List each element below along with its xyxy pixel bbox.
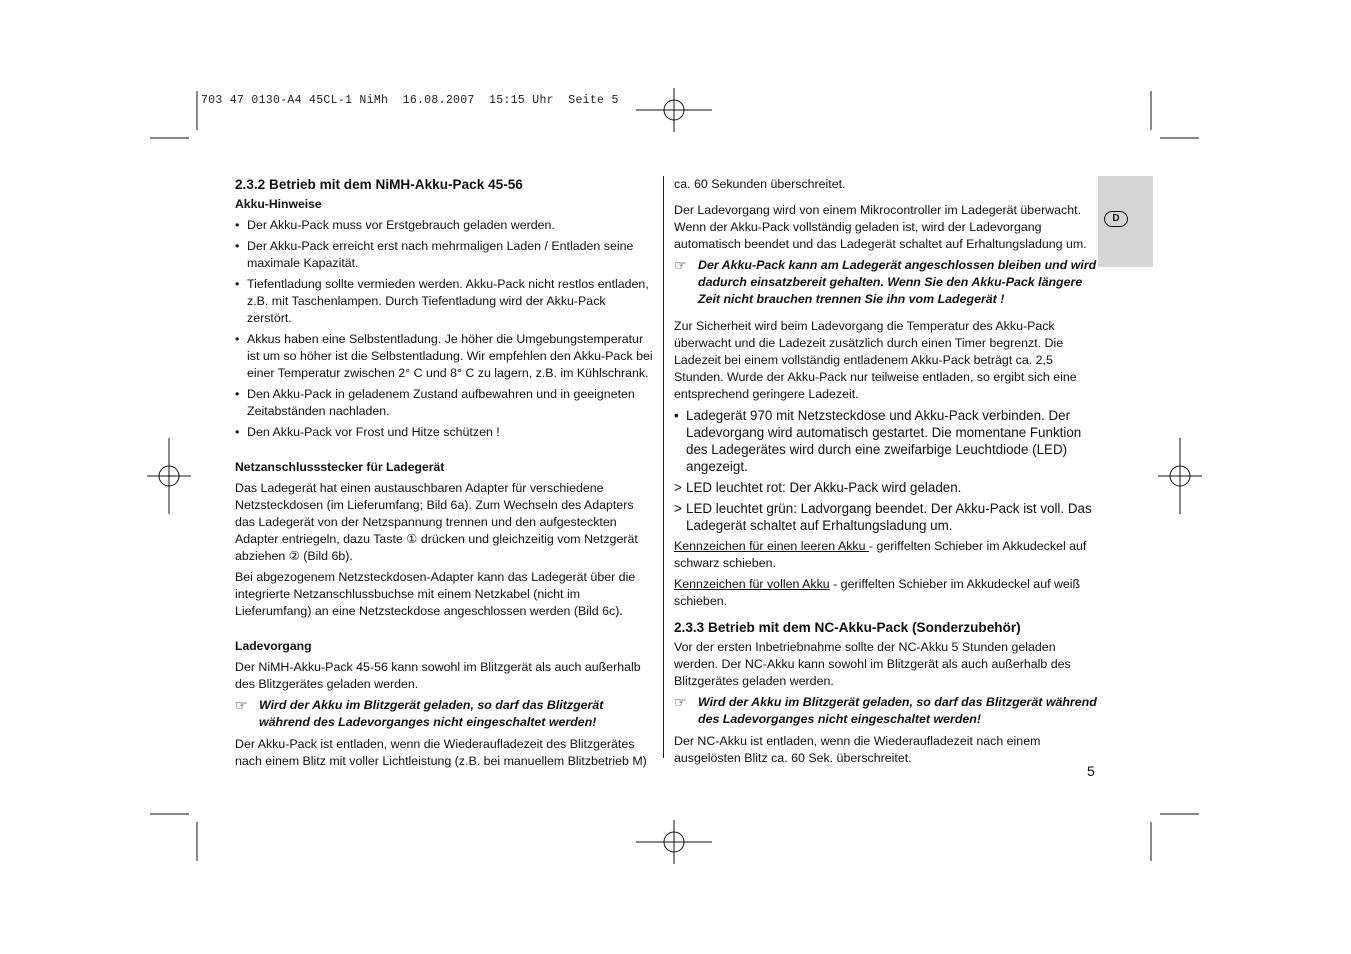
- plug-paragraph-2: Bei abgezogenem Netzsteckdosen-Adapter kann das Ladegerät über die integrierte Netzanschlussbuchse mit einem Netzkabel (nicht im Lieferumfang) an eine Netzsteckdose angeschlossen werden (Bild 6c).: [235, 570, 636, 618]
- controller-paragraph: Der Ladevorgang wird von einem Mikrocontroller im Ladegerät überwacht. Wenn der Akku-Pack vollständig geladen ist, wird der Ladevorgang automatisch beendet und das Ladegerät schaltet auf Erhaltungsladung um.: [674, 203, 1087, 251]
- list-item: • Ladegerät 970 mit Netzsteckdose und Akku-Pack verbinden. Der Ladevorgang wird automatisch gestartet. Die momentane Funktion des Ladegerätes wird durch eine zweifarbige Leuchtdiode (LED) angezeigt.: [674, 407, 1099, 475]
- procedure-list: [674, 407, 1099, 475]
- keep-connected-note-text: Der Akku-Pack kann am Ladegerät angeschlossen bleiben und wird dadurch einsatzbereit gehalten. Wenn Sie den Akku-Pack längere Zeit nicht brauchen trennen Sie ihn vom Ladegerät !: [698, 258, 1097, 306]
- page-number: 5: [1087, 763, 1095, 779]
- list-item: • Den Akku-Pack in geladenem Zustand aufbewahren und in geeigneten Zeitabständen nachladen.: [235, 386, 653, 420]
- empty-indicator-text: - geriffelten Schieber im Akkudeckel auf schwarz schieben.: [674, 539, 1087, 570]
- section-title-nc: 2.3.3 Betrieb mit dem NC-Akku-Pack (Sonderzubehör): [674, 620, 1021, 635]
- charge-note: [235, 697, 653, 731]
- right-column: [674, 176, 1099, 771]
- list-item: • Der Akku-Pack erreicht erst nach mehrmaligen Laden / Entladen seine maximale Kapazität.: [235, 238, 653, 272]
- nc-paragraph-1: Vor der ersten Inbetriebnahme sollte der NC-Akku 5 Stunden geladen werden. Der NC-Akku kann sowohl im Blitzgerät als auch außerhalb des Blitzgerätes geladen werden.: [674, 640, 1071, 688]
- left-column: [235, 176, 653, 774]
- full-indicator-paragraph: [674, 576, 1099, 610]
- nc-note: [674, 694, 1099, 728]
- section-title-nimh: 2.3.2 Betrieb mit dem NiMH-Akku-Pack 45-56: [235, 177, 523, 192]
- keep-connected-note: [674, 257, 1099, 308]
- print-header: 703 47 0130-A4 45CL-1 NiMh 16.08.2007 15:15 Uhr Seite 5: [201, 94, 619, 107]
- empty-indicator-label: Kennzeichen für einen leeren Akku: [674, 539, 869, 553]
- pointing-hand-icon: ☞: [674, 257, 687, 273]
- empty-indicator-paragraph: [674, 538, 1099, 572]
- charge-paragraph-2: Der Akku-Pack ist entladen, wenn die Wiederaufladezeit des Blitzgerätes nach einem Blitz mit voller Lichtleistung (z.B. bei manuellem Blitzbetrieb M): [235, 737, 647, 768]
- hints-list: [235, 217, 653, 441]
- charge-title: Ladevorgang: [235, 639, 312, 653]
- full-indicator-label: Kennzeichen für vollen Akku: [674, 577, 830, 591]
- list-item: • Akkus haben eine Selbstentladung. Je höher die Umgebungstemperatur ist um so höher ist die Selbstentladung. Wir empfehlen den Akku-Pack bei einer Temperatur zwischen 2° C und 8° C zu lagern, z.B. im Kühlschrank.: [235, 331, 653, 382]
- plug-paragraph-1: Das Ladegerät hat einen austauschbaren Adapter für verschiedene Netzsteckdosen (im Lieferumfang; Bild 6a). Zum Wechseln des Adapters das Ladegerät von der Netzspannung trennen und den aufgesteckten Adapter entriegeln, dazu Taste ① drücken und gleichzeitig vom Netzgerät abziehen ② (Bild 6b).: [235, 481, 638, 563]
- continued-text: ca. 60 Sekunden überschreitet.: [674, 177, 846, 191]
- column-divider: [663, 176, 664, 758]
- safety-paragraph: Zur Sicherheit wird beim Ladevorgang die Temperatur des Akku-Pack überwacht und die Ladezeit zusätzlich durch einen Timer begrenzt. Die Ladezeit bei einem vollständig entladenem Akku-Pack beträgt ca. 2,5 Stunden. Wurde der Akku-Pack nur teilweise entladen, so ergibt sich eine entsprechend geringere Ladezeit.: [674, 319, 1077, 401]
- list-item: • Tiefentladung sollte vermieden werden. Akku-Pack nicht restlos entladen, z.B. mit Taschenlampen. Durch Tiefentladung wird der Akku-Pack zerstört.: [235, 276, 653, 327]
- hints-title: Akku-Hinweise: [235, 197, 322, 211]
- led-red-item: > LED leuchtet rot: Der Akku-Pack wird geladen.: [674, 480, 962, 495]
- full-indicator-text: - geriffelten Schieber im Akkudeckel auf weiß schieben.: [674, 577, 1081, 608]
- procedure-block: [674, 407, 1099, 534]
- pointing-hand-icon: ☞: [674, 694, 687, 710]
- nc-note-text: Wird der Akku im Blitzgerät geladen, so darf das Blitzgerät während des Ladevorganges nicht eingeschaltet werden!: [698, 695, 1097, 726]
- language-tab: [1098, 176, 1153, 267]
- led-green-item: > LED leuchtet grün: Ladvorgang beendet. Der Akku-Pack ist voll. Das Ladegerät schaltet auf Erhaltungsladung um.: [674, 501, 1092, 533]
- charge-note-text: Wird der Akku im Blitzgerät geladen, so darf das Blitzgerät während des Ladevorganges nicht eingeschaltet werden!: [259, 698, 604, 729]
- nc-paragraph-2: Der NC-Akku ist entladen, wenn die Wiederaufladezeit nach einem ausgelösten Blitz ca. 60 Sek. überschreitet.: [674, 734, 1041, 765]
- list-item: • Der Akku-Pack muss vor Erstgebrauch geladen werden.: [235, 217, 653, 234]
- plug-title: Netzanschlussstecker für Ladegerät: [235, 460, 445, 474]
- list-item: • Den Akku-Pack vor Frost und Hitze schützen !: [235, 424, 653, 441]
- pointing-hand-icon: ☞: [235, 697, 248, 713]
- language-badge: D: [1104, 211, 1128, 227]
- charge-paragraph-1: Der NiMH-Akku-Pack 45-56 kann sowohl im Blitzgerät als auch außerhalb des Blitzgerätes geladen werden.: [235, 660, 641, 691]
